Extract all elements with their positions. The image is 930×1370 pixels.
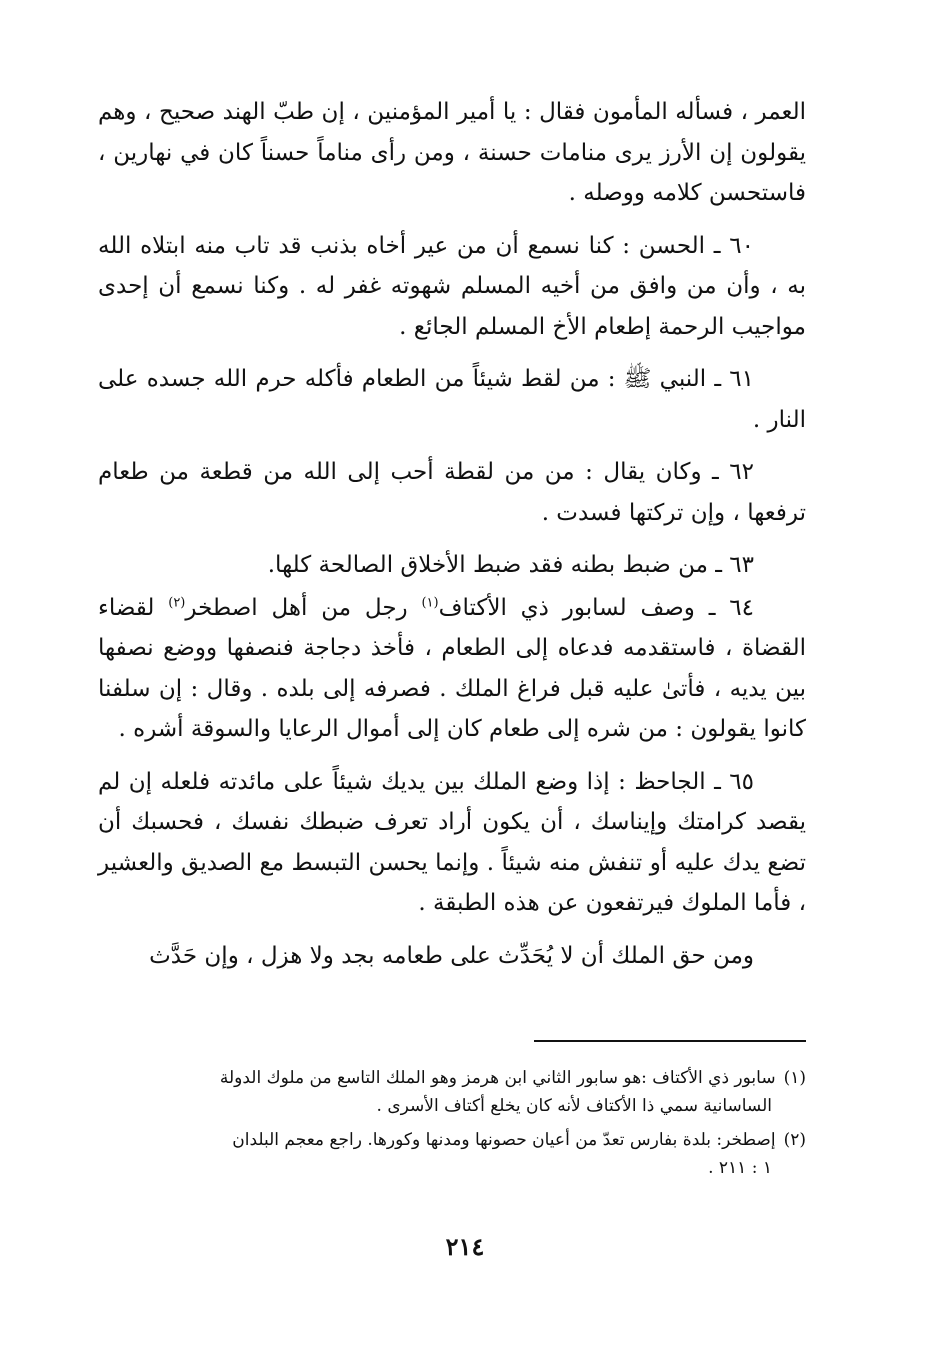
- footnote-1-continuation: الساسانية سمي ذا الأكتاف لأنه كان يخلع أكتاف الأسرى .: [376, 1096, 772, 1116]
- paragraph-64: [98, 588, 806, 750]
- paragraph-60: ٦٠ ـ الحسن : كنا نسمع أن من عير أخاه بذنب قد تاب منه ابتلاه الله به ، وأن من وافق من أخيه المسلم شهوته غفر له . وكنا نسمع أن إحدى مواجيب الرحمة إطعام الأخ المسلم الجائع .: [98, 232, 806, 340]
- footnote-1-number: (١): [783, 1068, 806, 1088]
- footnote-1-text: سابور ذي الأكتاف :هو سابور الثاني ابن هرمز وهو الملك التاسع من ملوك الدولة: [219, 1068, 776, 1088]
- paragraph-64-rest: لقضاء القضاة ، فاستقدمه فدعاه إلى الطعام ، فأخذ دجاجة فنصفها ووضع نصفها بين يديه ، فأتىٰ عليه قبل فراغ الملك . فصرفه إلى بلده . وقال : إن سلفنا كانوا يقولون : من شره إلى طعام كان إلى أموال الرعايا والسوقة أشره .: [98, 594, 806, 742]
- footnote-ref-2: (٢): [168, 594, 186, 610]
- footnote-1: [98, 1064, 806, 1120]
- paragraph-64-lead: ٦٤ ـ وصف لسابور ذي الأكتاف: [438, 594, 754, 621]
- paragraph-65: ٦٥ ـ الجاحظ : إذا وضع الملك بين يديك شيئاً على مائدته فلعله إن لم يقصد كرامتك وإيناسك ، أن يكون أراد تعرف ضبطك نفسك ، فحسبك أن تضع يدك عليه أو تنفش منه شيئاً . وإنما يحسن التبسط مع الصديق والعشير ، فأما الملوك فيرتفعون عن هذه الطبقة .: [98, 768, 806, 916]
- footnote-2-number: (٢): [783, 1130, 806, 1150]
- paragraph-continuation: العمر ، فسأله المأمون فقال : يا أمير المؤمنين ، إن طبّ الهند صحيح ، وهم يقولون إن الأرز يرى منامات حسنة ، ومن رأى مناماً حسناً كان في نهارين ، فاستحسن كلامه ووصله .: [98, 99, 806, 206]
- footnote-2: [98, 1126, 806, 1182]
- footnote-divider: [534, 1040, 806, 1042]
- page-number: ٢١٤: [445, 1232, 485, 1261]
- paragraph-62: ٦٢ ـ وكان يقال : من من لقطة أحب إلى الله من قطعة من طعام ترفعها ، وإن تركتها فسدت .: [98, 459, 806, 526]
- footnote-2-text: إصطخر: بلدة بفارس تعدّ من أعيان حصونها ومدنها وكورها. راجع معجم البلدان: [232, 1130, 776, 1150]
- footnote-ref-1: (١): [421, 594, 439, 610]
- paragraph-king-right: ومن حق الملك أن لا يُحَدِّث على طعامه بجد ولا هزل ، وإن حَدَّث: [149, 942, 754, 969]
- footnote-2-continuation: ١ : ٢١١ .: [708, 1158, 772, 1178]
- paragraph-61: ٦١ ـ النبي ﷺ : من لقط شيئاً من الطعام فأكله حرم الله جسده على النار .: [98, 366, 806, 433]
- paragraph-64-mid: رجل من أهل اصطخر: [185, 594, 422, 621]
- footnotes: [98, 1064, 806, 1188]
- paragraph-63: ٦٣ ـ من ضبط بطنه فقد ضبط الأخلاق الصالحة كلها.: [267, 552, 754, 578]
- main-text: [98, 92, 806, 988]
